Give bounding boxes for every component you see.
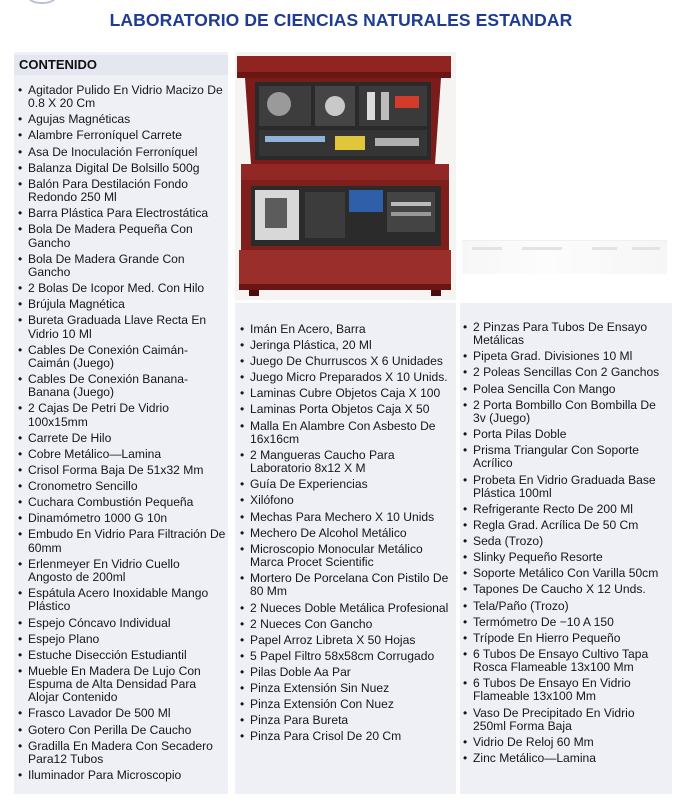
section-heading: CONTENIDO xyxy=(14,55,228,75)
list-item: • Brújula Magnética xyxy=(18,298,226,311)
list-item: • Gradilla En Madera Con Secadero Para12 Tubos xyxy=(18,740,226,767)
list-item: • Pinza Para Crisol De 20 Cm xyxy=(240,730,454,743)
list-item: • Imán En Acero, Barra xyxy=(240,323,454,336)
list-item: • Termómetro De −10 A 150 xyxy=(463,616,670,629)
lab-kit-photo xyxy=(235,52,456,300)
item-list-1 xyxy=(18,84,226,785)
logo-fragment xyxy=(22,0,62,4)
list-item: • Erlenmeyer En Vidrio Cuello Angosto de 200ml xyxy=(18,558,226,585)
content-column-1 xyxy=(14,52,228,794)
list-item: • Microscopio Monocular Metálico Marca Procet Scientific xyxy=(240,543,454,570)
list-item: • Mechero De Alcohol Metálico xyxy=(240,527,454,540)
list-item: • Agujas Magnéticas xyxy=(18,113,226,126)
list-item: • Laminas Cubre Objetos Caja X 100 xyxy=(240,387,454,400)
list-item: • 2 Bolas De Icopor Med. Con Hilo xyxy=(18,282,226,295)
list-item: • Polea Sencilla Con Mango xyxy=(463,383,670,396)
list-item: • Cobre Metálico—Lamina xyxy=(18,448,226,461)
list-item: • Cables De Conexión Banana-Banana (Juego) xyxy=(18,373,226,400)
list-item: • 2 Cajas De Petri De Vidrio 100x15mm xyxy=(18,402,226,429)
list-item: • Mechas Para Mechero X 10 Unids xyxy=(240,511,454,524)
list-item: • Cronometro Sencillo xyxy=(18,480,226,493)
list-item: • Soporte Metálico Con Varilla 50cm xyxy=(463,567,670,580)
lab-kit-illustration xyxy=(235,52,456,300)
list-item: • Estuche Disección Estudiantil xyxy=(18,649,226,662)
item-list-2 xyxy=(240,323,454,746)
list-item: • 2 Pinzas Para Tubos De Ensayo Metálicas xyxy=(463,321,670,348)
list-item: • Dinamómetro 1000 G 10n xyxy=(18,512,226,525)
list-item: • Mueble En Madera De Lujo Con Espuma de Alta Densidad Para Alojar Contenido xyxy=(18,665,226,705)
list-item: • 5 Papel Filtro 58x58cm Corrugado xyxy=(240,650,454,663)
list-item: • Malla En Alambre Con Asbesto De 16x16cm xyxy=(240,420,454,447)
list-item: • Espejo Plano xyxy=(18,633,226,646)
list-item: • Pinza Extensión Sin Nuez xyxy=(240,682,454,695)
list-item: • Zinc Metálico—Lamina xyxy=(463,752,670,765)
list-item: • Porta Pilas Doble xyxy=(463,428,670,441)
list-item: • Pinza Para Bureta xyxy=(240,714,454,727)
list-item: • Alambre Ferroníquel Carrete xyxy=(18,129,226,142)
list-item: • 6 Tubos De Ensayo En Vidrio Flameable 13x100 Mm xyxy=(463,677,670,704)
list-item: • Crisol Forma Baja De 51x32 Mm xyxy=(18,464,226,477)
list-item: • Tela/Paño (Trozo) xyxy=(463,600,670,613)
content-column-2 xyxy=(235,303,456,794)
list-item: • Iluminador Para Microscopio xyxy=(18,769,226,782)
list-item: • Cuchara Combustión Pequeña xyxy=(18,496,226,509)
list-item: • Trípode En Hierro Pequeño xyxy=(463,632,670,645)
list-item: • Frasco Lavador De 500 Ml xyxy=(18,707,226,720)
list-item: • Juego Micro Preparados X 10 Unids. xyxy=(240,371,454,384)
list-item: • Seda (Trozo) xyxy=(463,535,670,548)
content-column-3 xyxy=(460,303,672,794)
list-item: • Papel Arroz Libreta X 50 Hojas xyxy=(240,634,454,647)
list-item: • Balón Para Destilación Fondo Redondo 250 Ml xyxy=(18,178,226,205)
list-item: • Laminas Porta Objetos Caja X 50 xyxy=(240,403,454,416)
item-list-3 xyxy=(463,321,670,768)
list-item: • Regla Grad. Acrílica De 50 Cm xyxy=(463,519,670,532)
faded-banner xyxy=(462,240,667,274)
list-item: • Pinza Extensión Con Nuez xyxy=(240,698,454,711)
list-item: • Jeringa Plástica, 20 Ml xyxy=(240,339,454,352)
list-item: • Barra Plástica Para Electrostática xyxy=(18,207,226,220)
list-item: • Slinky Pequeño Resorte xyxy=(463,551,670,564)
list-item: • Asa De Inoculación Ferroníquel xyxy=(18,146,226,159)
list-item: • Xilófono xyxy=(240,494,454,507)
list-item: • Bola De Madera Grande Con Gancho xyxy=(18,253,226,280)
list-item: • Guía De Experiencias xyxy=(240,478,454,491)
list-item: • Tapones De Caucho X 12 Unds. xyxy=(463,583,670,596)
list-item: • Prisma Triangular Con Soporte Acrílico xyxy=(463,444,670,471)
list-item: • Gotero Con Perilla De Caucho xyxy=(18,724,226,737)
list-item: • Espejo Cóncavo Individual xyxy=(18,617,226,630)
list-item: • 2 Poleas Sencillas Con 2 Ganchos xyxy=(463,366,670,379)
list-item: • Vaso De Precipitado En Vidrio 250ml Forma Baja xyxy=(463,707,670,734)
list-item: • Probeta En Vidrio Graduada Base Plástica 100ml xyxy=(463,474,670,501)
list-item: • 2 Nueces Con Gancho xyxy=(240,618,454,631)
list-item: • 6 Tubos De Ensayo Cultivo Tapa Rosca Flameable 13x100 Mm xyxy=(463,648,670,675)
page-title: LABORATORIO DE CIENCIAS NATURALES ESTANDAR xyxy=(109,10,573,30)
list-item: • Pipeta Grad. Divisiones 10 Ml xyxy=(463,350,670,363)
list-item: • Vidrio De Reloj 60 Mm xyxy=(463,736,670,749)
list-item: • Mortero De Porcelana Con Pistilo De 80 Mm xyxy=(240,572,454,599)
list-item: • Carrete De Hilo xyxy=(18,432,226,445)
list-item: • Refrigerante Recto De 200 Ml xyxy=(463,503,670,516)
list-item: • Balanza Digital De Bolsillo 500g xyxy=(18,162,226,175)
list-item: • 2 Porta Bombillo Con Bombilla De 3v (Juego) xyxy=(463,399,670,426)
list-item: • Embudo En Vidrio Para Filtración De 60mm xyxy=(18,528,226,555)
list-item: • Juego De Churruscos X 6 Unidades xyxy=(240,355,454,368)
list-item: • Pilas Doble Aa Par xyxy=(240,666,454,679)
list-item: • Agitador Pulido En Vidrio Macizo De 0.8 X 20 Cm xyxy=(18,84,226,111)
list-item: • Espátula Acero Inoxidable Mango Plástico xyxy=(18,587,226,614)
list-item: • Cables De Conexión Caimán-Caimán (Juego) xyxy=(18,344,226,371)
list-item: • Bureta Graduada Llave Recta En Vidrio 10 Ml xyxy=(18,314,226,341)
list-item: • 2 Mangueras Caucho Para Laboratorio 8x12 X M xyxy=(240,449,454,476)
list-item: • 2 Nueces Doble Metálica Profesional xyxy=(240,602,454,615)
list-item: • Bola De Madera Pequeña Con Gancho xyxy=(18,223,226,250)
